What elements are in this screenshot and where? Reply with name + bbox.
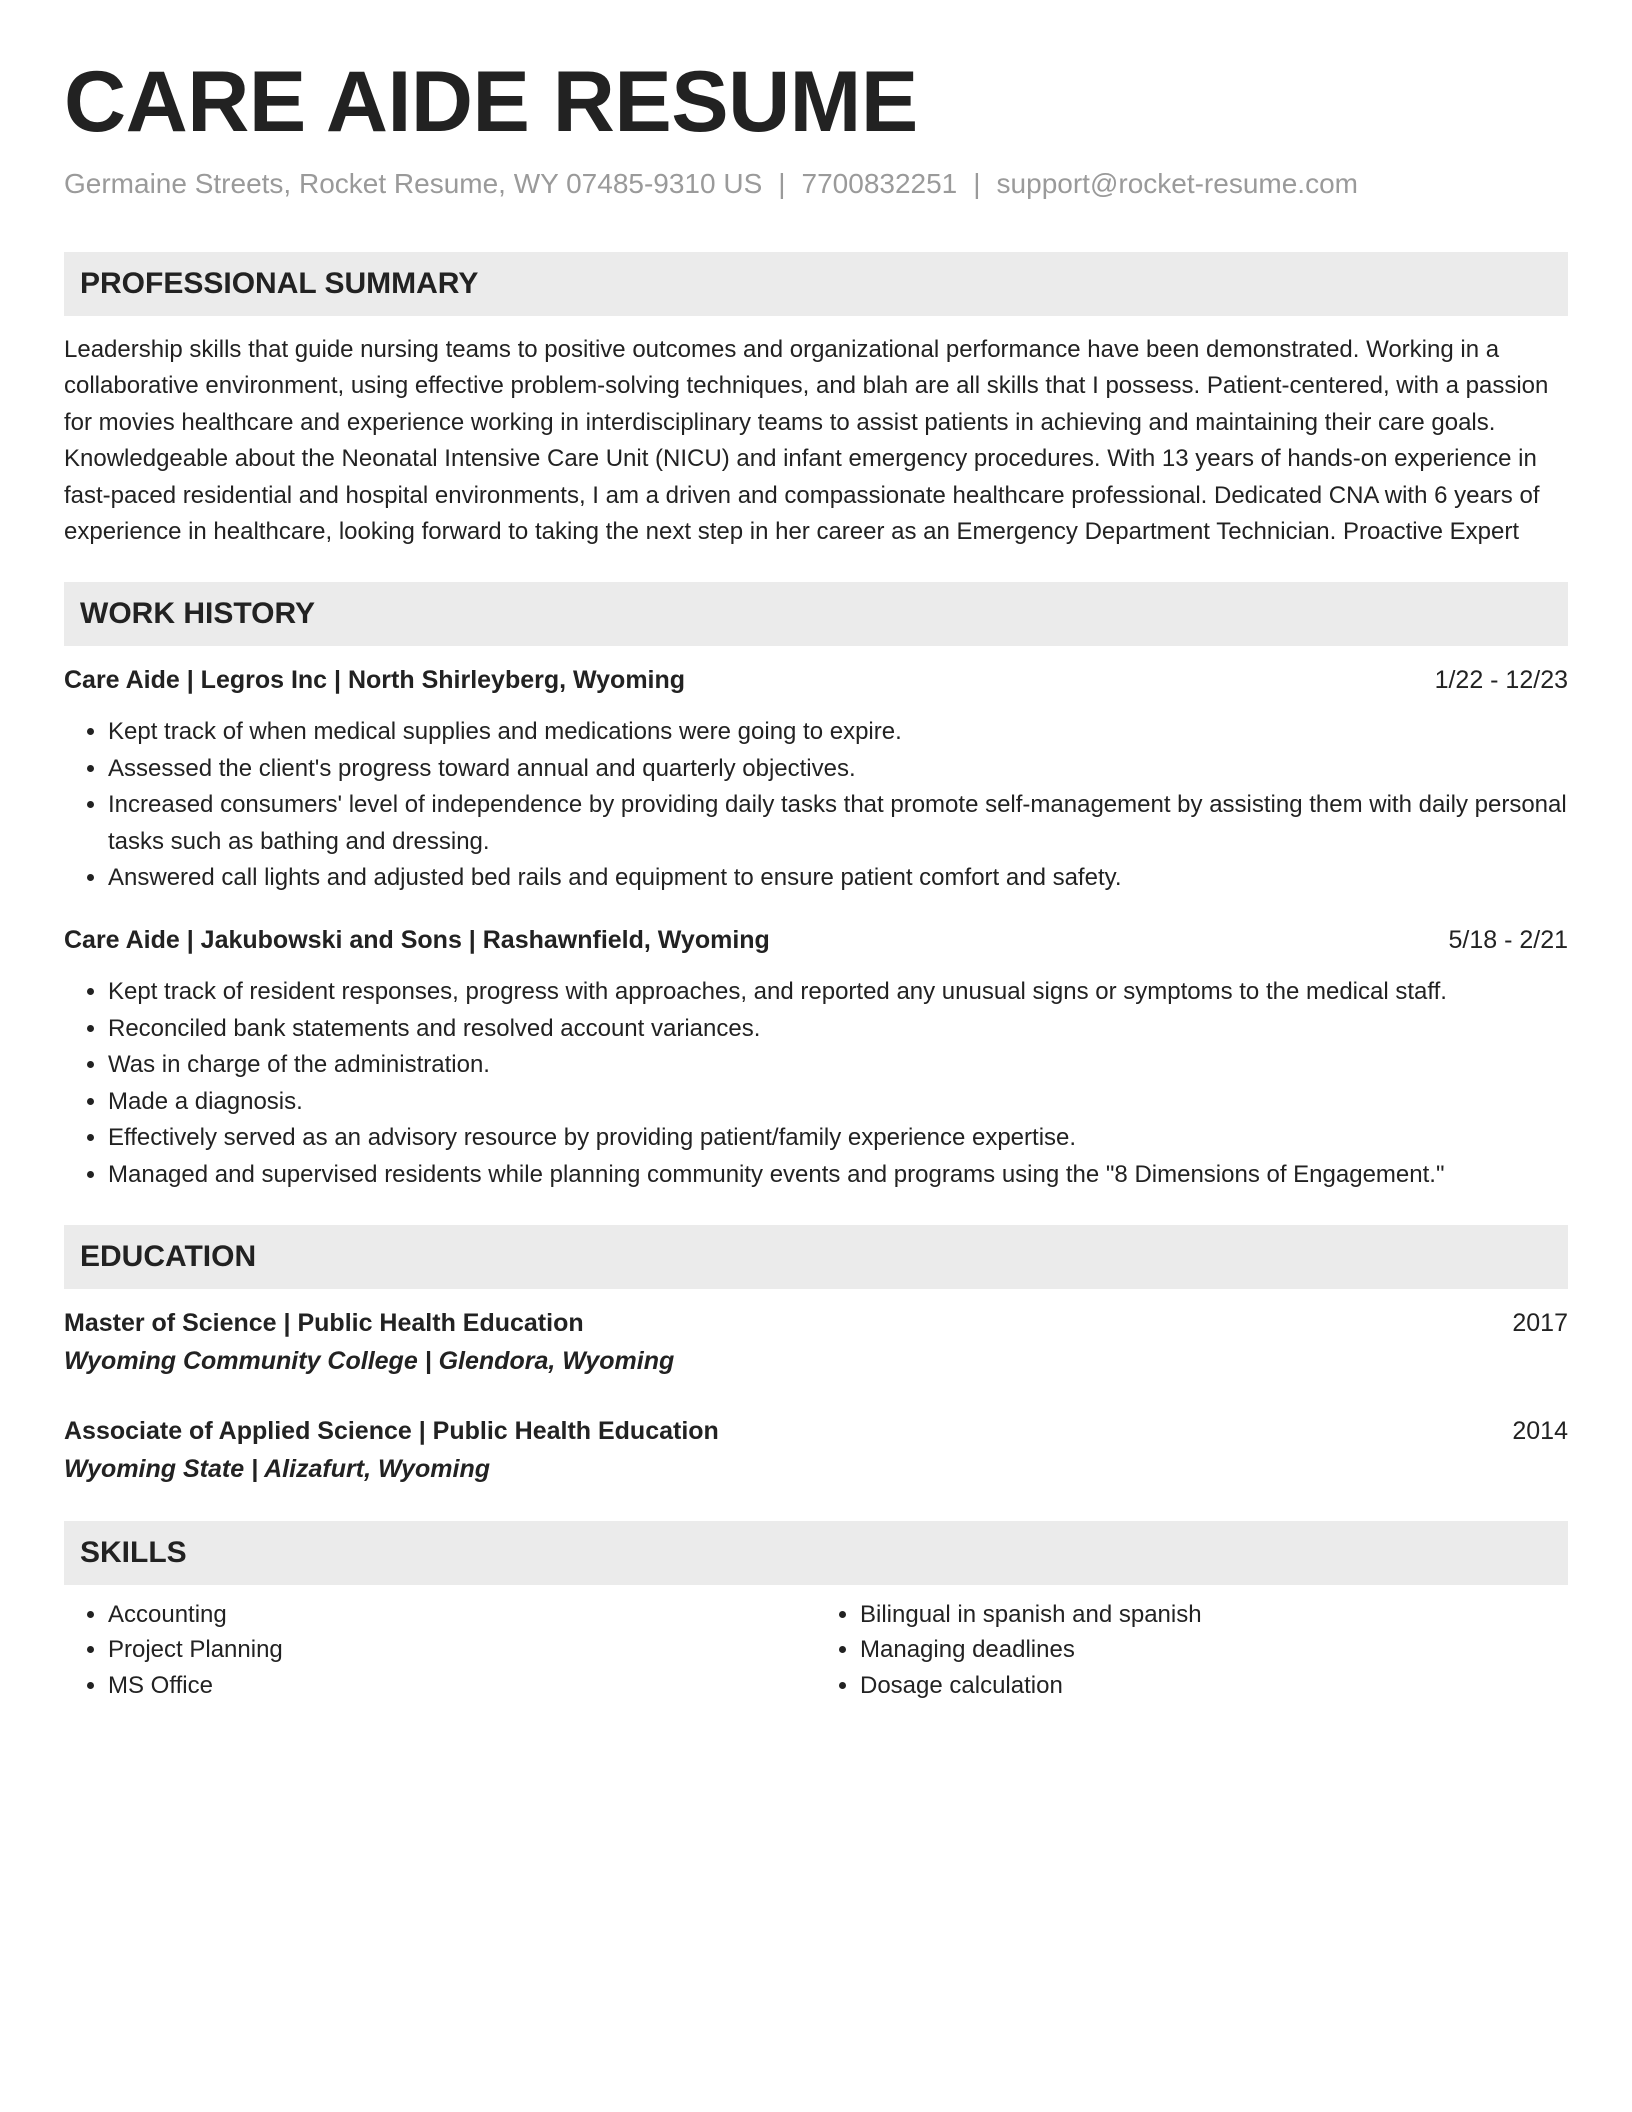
skill-item: • Managing deadlines — [860, 1632, 1568, 1668]
job-bullet: • Was in charge of the administration. — [108, 1047, 1568, 1083]
education-entry — [64, 1413, 1568, 1487]
education-header — [64, 1305, 1568, 1341]
job-title: Care Aide | Jakubowski and Sons | Rashawnfield, Wyoming — [64, 926, 770, 955]
job-bullet: • Kept track of resident responses, progress with approaches, and reported any unusual signs or symptoms to the medical staff. — [108, 974, 1568, 1010]
job-bullet: • Managed and supervised residents while planning community events and programs using the "8 Dimensions of Engagement." — [108, 1157, 1568, 1193]
skills-heading: SKILLS — [64, 1521, 1568, 1585]
skill-item: • MS Office — [108, 1668, 816, 1704]
job-header — [64, 662, 1568, 698]
job-entry — [64, 662, 1568, 896]
work-history-heading: WORK HISTORY — [64, 582, 1568, 646]
job-bullet: • Increased consumers' level of independence by providing daily tasks that promote self-management by assisting them with daily personal tasks such as bathing and dressing. — [108, 787, 1568, 860]
job-bullets — [64, 974, 1568, 1192]
education-school: Wyoming State | Alizafurt, Wyoming — [64, 1454, 491, 1483]
education-degree: Associate of Applied Science | Public Health Education — [64, 1416, 719, 1445]
skill-item: • Dosage calculation — [860, 1668, 1568, 1704]
job-bullet: • Reconciled bank statements and resolved account variances. — [108, 1011, 1568, 1047]
contact-email: support@rocket-resume.com — [996, 168, 1358, 199]
job-bullet: • Answered call lights and adjusted bed rails and equipment to ensure patient comfort and safety. — [108, 860, 1568, 896]
education-heading: EDUCATION — [64, 1225, 1568, 1289]
job-bullet: • Kept track of when medical supplies and medications were going to expire. — [108, 714, 1568, 750]
education-school: Wyoming Community College | Glendora, Wyoming — [64, 1346, 675, 1375]
education-degree: Master of Science | Public Health Education — [64, 1308, 584, 1337]
resume-title: CARE AIDE RESUME — [64, 54, 918, 150]
education-header — [64, 1413, 1568, 1449]
job-dates: 5/18 - 2/21 — [1448, 926, 1568, 955]
skill-item: • Project Planning — [108, 1632, 816, 1668]
job-header — [64, 922, 1568, 958]
job-bullets — [64, 714, 1568, 896]
contact-phone: 7700832251 — [801, 168, 958, 199]
contact-address: Germaine Streets, Rocket Resume, WY 07485-9310 US — [64, 168, 763, 199]
skill-item: • Accounting — [108, 1597, 816, 1633]
contact-separator: | — [778, 168, 786, 199]
contact-line — [64, 166, 1568, 202]
education-entry — [64, 1305, 1568, 1379]
summary-heading: PROFESSIONAL SUMMARY — [64, 252, 1568, 316]
summary-text: Leadership skills that guide nursing teams to positive outcomes and organizational performance have been demonstrated. Working in a collaborative environment, using effective problem-solving techniques, and blah are all skills that I possess. Patient-centered, with a passion for movies healthcare and experience working in interdisciplinary teams to assist patients in achieving and maintaining their care goals. Knowledgeable about the Neonatal Intensive Care Unit (NICU) and infant emergency procedures. With 13 years of hands-on experience in fast-paced residential and hospital environments, I am a driven and compassionate healthcare professional. Dedicated CNA with 6 years of experience in healthcare, looking forward to taking the next step in her career as an Emergency Department Technician. Proactive Expert — [64, 336, 1549, 546]
skills-column-right — [816, 1597, 1568, 1704]
job-entry — [64, 922, 1568, 1192]
skills-list — [64, 1597, 1568, 1704]
education-year: 2017 — [1512, 1308, 1568, 1337]
contact-separator: | — [973, 168, 981, 199]
skill-item: • Bilingual in spanish and spanish — [860, 1597, 1568, 1633]
job-dates: 1/22 - 12/23 — [1434, 666, 1568, 695]
education-year: 2014 — [1512, 1416, 1568, 1445]
job-bullet: • Assessed the client's progress toward annual and quarterly objectives. — [108, 751, 1568, 787]
job-bullet: • Made a diagnosis. — [108, 1084, 1568, 1120]
skills-column-left — [64, 1597, 816, 1704]
job-title: Care Aide | Legros Inc | North Shirleyberg, Wyoming — [64, 666, 686, 695]
job-bullet: • Effectively served as an advisory resource by providing patient/family experience expertise. — [108, 1120, 1568, 1156]
